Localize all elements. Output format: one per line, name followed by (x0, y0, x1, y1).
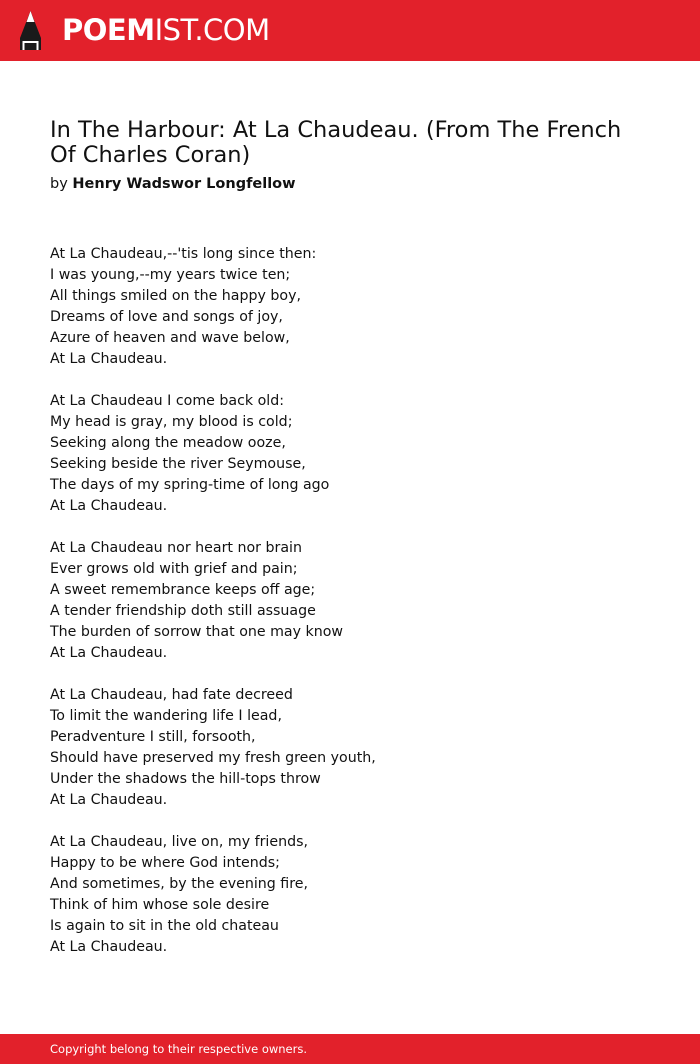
poem-line: And sometimes, by the evening fire, (50, 876, 308, 892)
site-logo[interactable] (62, 13, 270, 47)
poem-body (50, 244, 650, 979)
poem-line: Ever grows old with grief and pain; (50, 561, 298, 577)
poem-line: A sweet remembrance keeps off age; (50, 582, 316, 598)
poem-line: At La Chaudeau I come back old: (50, 393, 285, 409)
site-header (0, 0, 700, 61)
poem-line: Azure of heaven and wave below, (50, 330, 290, 346)
poem-line: Think of him whose sole desire (50, 897, 270, 913)
poem-line: At La Chaudeau, live on, my friends, (50, 834, 308, 850)
poem-line: A tender friendship doth still assuage (50, 603, 316, 619)
stanza (50, 538, 650, 664)
poem-line: At La Chaudeau, had fate decreed (50, 687, 293, 703)
stanza (50, 832, 650, 958)
pencil-icon[interactable] (18, 10, 43, 51)
poem-line: I was young,--my years twice ten; (50, 267, 291, 283)
poem-line: At La Chaudeau. (50, 351, 168, 367)
poem-line: The days of my spring-time of long ago (50, 477, 330, 493)
brand-rest: IST.COM (154, 13, 270, 47)
poem-line: At La Chaudeau. (50, 498, 168, 514)
poem-line: Is again to sit in the old chateau (50, 918, 279, 934)
poem-line: All things smiled on the happy boy, (50, 288, 302, 304)
stanza (50, 391, 650, 517)
poem-line: The burden of sorrow that one may know (50, 624, 344, 640)
brand-bold: POEM (62, 13, 155, 47)
poem-line: My head is gray, my blood is cold; (50, 414, 293, 430)
poem-line: At La Chaudeau. (50, 645, 168, 661)
poem-line: At La Chaudeau. (50, 939, 168, 955)
poem-line: Dreams of love and songs of joy, (50, 309, 283, 325)
poem-line: To limit the wandering life I lead, (50, 708, 282, 724)
poem-line: Under the shadows the hill-tops throw (50, 771, 321, 787)
poem-line: At La Chaudeau nor heart nor brain (50, 540, 302, 556)
poem-line: Should have preserved my fresh green youth, (50, 750, 376, 766)
poem-line: Peradventure I still, forsooth, (50, 729, 256, 745)
poem-line: At La Chaudeau. (50, 792, 168, 808)
copyright-text: Copyright belong to their respective owners. (50, 1042, 308, 1056)
by-label: by (50, 176, 68, 192)
stanza (50, 685, 650, 811)
site-footer (0, 1034, 700, 1064)
poem-line: At La Chaudeau,--'tis long since then: (50, 246, 317, 262)
stanza (50, 244, 650, 370)
byline (50, 174, 296, 194)
author-name: Henry Wadswor Longfellow (72, 176, 296, 192)
poem-line: Seeking beside the river Seymouse, (50, 456, 306, 472)
poem-line: Seeking along the meadow ooze, (50, 435, 286, 451)
poem-title: In The Harbour: At La Chaudeau. (From The French Of Charles Coran) (50, 117, 622, 168)
poem-line: Happy to be where God intends; (50, 855, 280, 871)
